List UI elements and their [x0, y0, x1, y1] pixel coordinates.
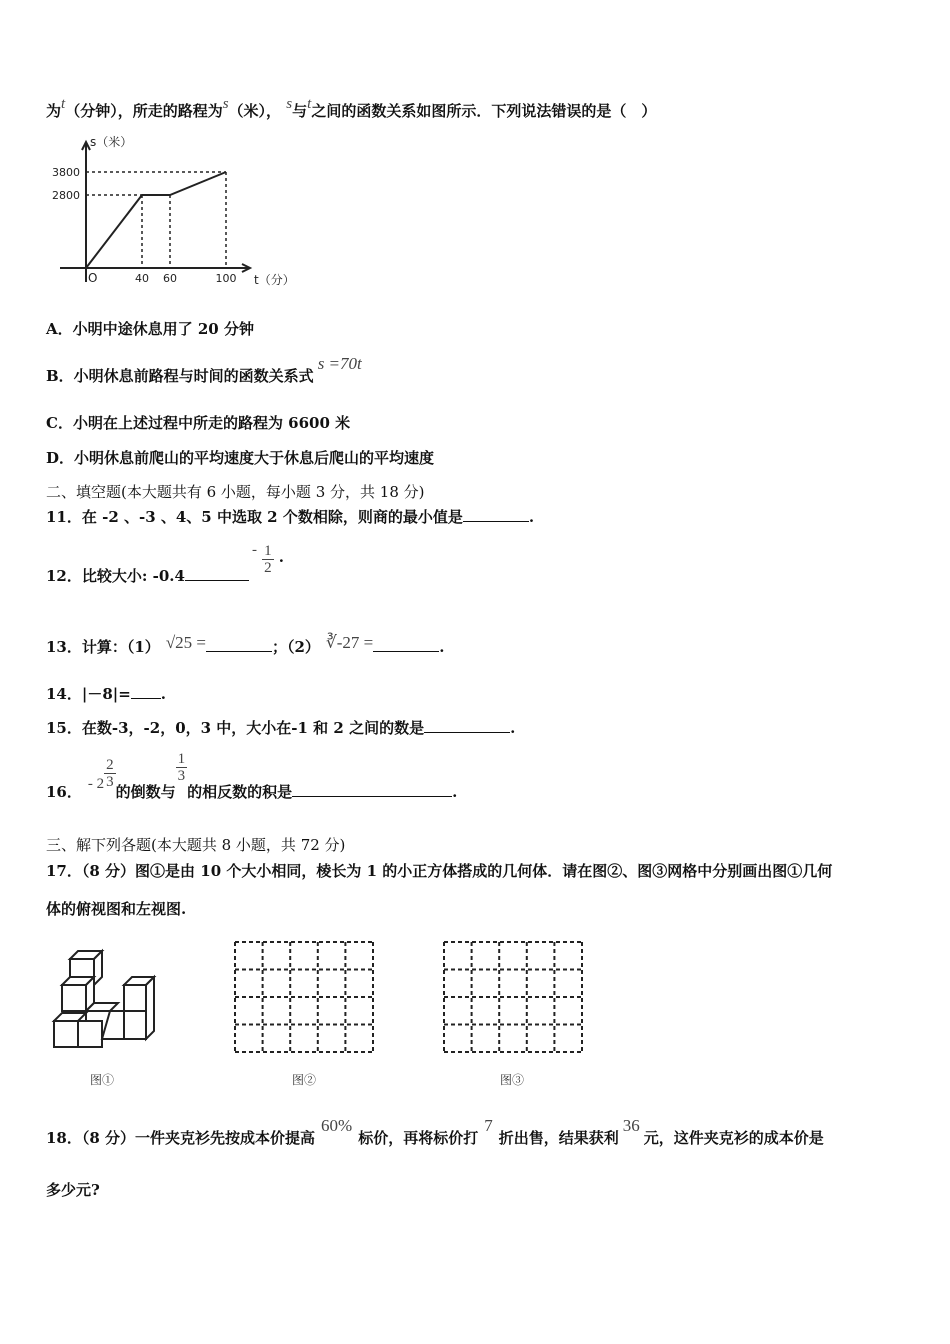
q16-numerator-2: 1	[177, 751, 186, 767]
q15-answer-blank[interactable]	[424, 718, 510, 733]
origin-label: O	[88, 271, 98, 285]
intro-text-4: 与	[292, 102, 308, 120]
q18-line-2: 多少元?	[46, 1181, 100, 1199]
var-s: s	[222, 96, 229, 112]
q16-denominator-1: 3	[106, 774, 114, 790]
q13-answer-blank-2[interactable]	[373, 637, 439, 652]
q16-mid: 的倒数与	[115, 782, 176, 801]
q16-mixed-whole: - 2	[87, 775, 105, 792]
var-t: t	[61, 96, 66, 112]
option-b-text: B．小明休息前路程与时间的函数关系式	[46, 367, 314, 385]
q17-line-1: 17．（8 分）图①是由 10 个大小相同，棱长为 1 的小正方体搭成的几何体．请在图②、图③网格中分别画出图①几何	[46, 862, 833, 880]
x-tick-60: 60	[163, 272, 177, 285]
q14-answer-blank[interactable]	[131, 684, 161, 699]
question-13	[46, 633, 445, 657]
q12-end: .	[278, 548, 284, 566]
q15-text: 15．在数-3，-2，0，3 中，大小在-1 和 2 之间的数是	[46, 719, 425, 737]
q15-end: .	[510, 719, 516, 737]
q12-answer-blank[interactable]	[185, 566, 249, 581]
question-12	[46, 566, 249, 586]
var-s2: s	[286, 96, 293, 112]
q11-end: .	[528, 508, 535, 526]
q12-fraction	[262, 543, 274, 576]
graph-plot	[52, 134, 295, 287]
section-3-heading: 三、解下列各题(本大题共 8 小题，共 72 分)	[46, 836, 346, 854]
option-a: A．小明中途休息用了 20 分钟	[46, 320, 254, 338]
q11-text: 11．在 -2 、-3 、4、5 中选取 2 个数相除，则商的最小值是	[46, 508, 463, 526]
x-tick-40: 40	[135, 272, 149, 285]
y-tick-2800: 2800	[52, 189, 80, 202]
figure-1-cubes	[48, 945, 188, 1057]
q18-percent: 60%	[321, 1116, 353, 1135]
question-14	[46, 684, 166, 704]
q16-numerator-1: 2	[106, 757, 114, 773]
figure-3-grid	[440, 938, 586, 1056]
q11-answer-blank[interactable]	[463, 507, 529, 522]
option-b-formula: s =70t	[317, 354, 362, 373]
q16-answer-blank[interactable]	[292, 782, 452, 797]
figure-2-grid	[231, 938, 377, 1056]
q16-fraction-2	[176, 751, 188, 784]
q16-fraction-1	[104, 757, 116, 790]
q17-line-2: 体的俯视图和左视图.	[46, 900, 187, 918]
var-t2: t	[307, 96, 312, 112]
question-15	[46, 718, 515, 738]
intro-text-3: （米），	[228, 102, 282, 120]
q16-text: 16．	[46, 782, 82, 801]
q18-post: 元，这件夹克衫的成本价是	[643, 1129, 824, 1147]
q14-text: 14．|－8|=	[46, 685, 131, 703]
y-axis-label: s（米）	[90, 135, 133, 149]
q13-end: .	[439, 638, 445, 656]
section-2-heading: 二、填空题(本大题共有 6 小题，每小题 3 分，共 18 分)	[46, 483, 425, 501]
intro-text-5: 之间的函数关系如图所示．下列说法错误的是（ ）	[311, 102, 657, 120]
option-d: D．小明休息前爬山的平均速度大于休息后爬山的平均速度	[46, 449, 435, 467]
x-axis-label: t（分）	[254, 273, 295, 287]
q12-numerator: 1	[264, 543, 272, 559]
option-b	[46, 354, 362, 386]
figure-3-caption: 图③	[500, 1073, 525, 1087]
q16-denominator-2: 3	[177, 768, 186, 784]
q18-mid-1: 标价，再将标价打	[358, 1129, 479, 1147]
question-intro	[46, 96, 657, 122]
question-16	[46, 751, 458, 801]
question-11	[46, 507, 534, 527]
q18-mid-2: 折出售，结果获利	[498, 1129, 619, 1147]
x-tick-100: 100	[215, 272, 237, 285]
q12-fraction-group	[252, 543, 284, 576]
grid-3-lines	[444, 942, 582, 1052]
distance-time-graph	[38, 132, 295, 302]
q14-end: .	[160, 685, 167, 703]
q12-denominator: 2	[264, 560, 272, 576]
q12-minus: -	[252, 542, 257, 558]
q13-mid: ；（2）	[271, 638, 320, 656]
q16-post: 的相反数的积是	[187, 782, 293, 801]
intro-text-1: 为	[46, 102, 62, 120]
grid-2-lines	[235, 942, 373, 1052]
figure-2-caption: 图②	[292, 1073, 317, 1087]
q13-cbrt-expr: ∛-27 =	[325, 633, 374, 652]
figure-1-caption: 图①	[90, 1073, 115, 1087]
q13-sqrt-expr: √25 =	[165, 633, 206, 652]
q18-profit: 36	[622, 1116, 640, 1135]
q16-end: .	[452, 782, 458, 801]
q13-text: 13．计算：（1）	[46, 638, 160, 656]
question-18	[46, 1116, 824, 1148]
q18-text: 18．（8 分）一件夹克衫先按成本价提高	[46, 1129, 316, 1147]
data-series-line	[86, 172, 226, 268]
q12-text: 12．比较大小: -0.4	[46, 567, 185, 585]
intro-text-2: （分钟），所走的路程为	[65, 102, 223, 120]
q18-discount: 7	[484, 1116, 493, 1135]
q13-answer-blank-1[interactable]	[206, 637, 272, 652]
y-tick-3800: 3800	[52, 166, 80, 179]
option-c: C．小明在上述过程中所走的路程为 6600 米	[46, 414, 351, 432]
